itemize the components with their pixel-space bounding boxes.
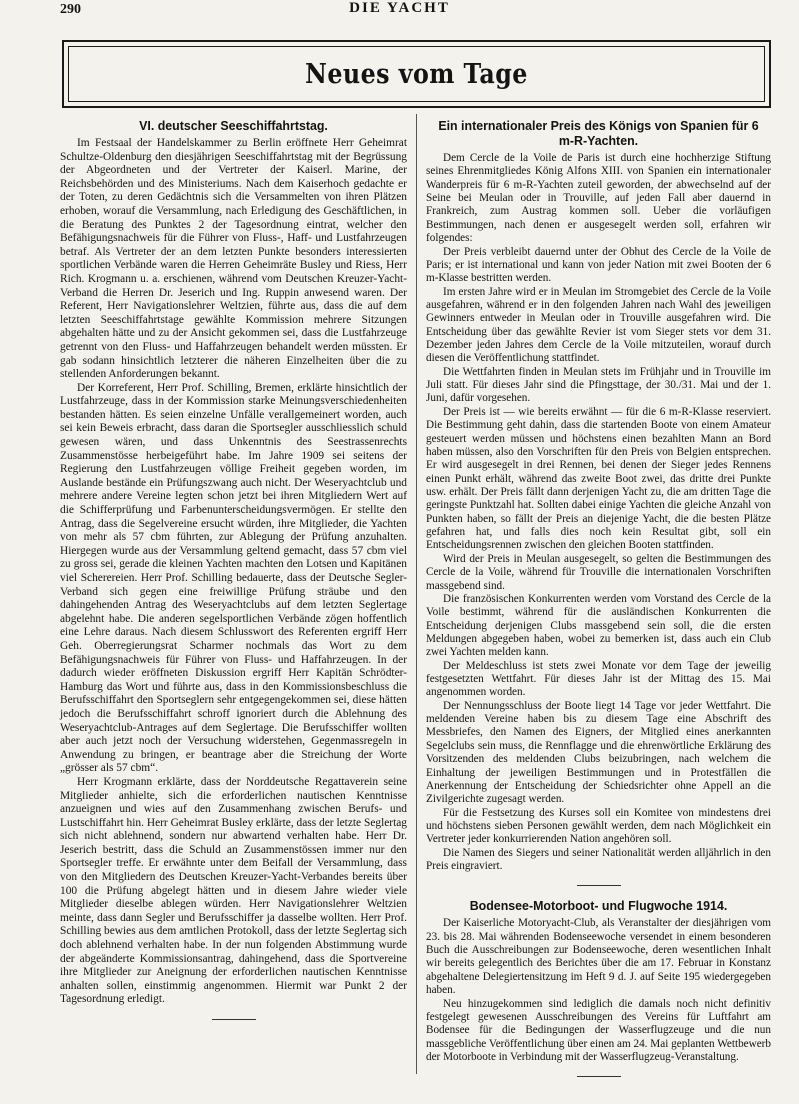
article-paragraph: Der Kaiserliche Motoryacht-Club, als Veranstalter der diesjährigen vom 23. bis 28. Mai währenden Bodenseewoche versendet in einem besonderen Buch die Ausschreibungen zur Bodenseewoche, deren wesentlichen Inhalt wir bereits gelegentlich des Berichtes über die am 17. Februar in Konstanz abgehaltene Delegiertensitzung im Heft 9 d. J. auf Seite 195 wiedergegeben haben. (426, 917, 771, 997)
article-paragraph: Wird der Preis in Meulan ausgesegelt, so gelten die Bestimmungen des Cercle de la Voile, während für Trouville die internationalen Vorschriften massgebend sind. (426, 552, 771, 592)
article-paragraph: Neu hinzugekommen sind lediglich die damals noch nicht definitiv festgelegt gewesenen Ausschreibungen des Vereins für Luftfahrt am Bodensee für die Bedingungen der Wasserflugzeuge und die nun massgebliche Veröffentlichung über einen am 24. Mai geplanten Wettbewerb der Motorboote in Verbindung mit der Wasserflugzeug-Veranstaltung. (426, 997, 771, 1063)
article-paragraph: Für die Festsetzung des Kurses soll ein Komitee von mindestens drei und höchstens sieben Personen gewählt werden, dem nach Möglichkeit ein Vertreter jeder konkurrierenden Nation angehören soll. (426, 806, 771, 846)
article-paragraph: Die Namen des Siegers und seiner Nationalität werden alljährlich in den Preis eingraviert. (426, 846, 771, 873)
section-masthead-frame (68, 46, 765, 102)
article-paragraph: Der Korreferent, Herr Prof. Schilling, Bremen, erklärte hinsichtlich der Lustfahrzeuge, dass in der Kommission starke Meinungsverschiedenheiten bestanden hätten. Es seien einzelne Unfälle verallgemeinert worden, auch sei kein Beweis erbracht, dass daran die Sportsegler ausschliesslich schuld gewesen wären, und dass Unkenntnis des Seestrassenrechts Zusammenstösse herbeigeführt habe. Im Jahre 1909 sei seitens der Regierung den Lustfahrzeugen völlige Freiheit gegeben worden, im Auslande bestände ein Prüfungszwang auch nicht. Der Weseryachtclub und mehrere andere Vereine legten schon jetzt bei ihren Mitgliedern Wert auf die Schifferprüfung und Farbenunterscheidungsvermögen. Er stellte den Antrag, dass die Segelvereine ersucht würden, ihre Mitglieder, die Yachten von mehr als 57 cbm führten, zur Ablegung der Prüfung anzuhalten. Hiergegen wurde aus der Versammlung geltend gemacht, dass 57 cbm viel zu gross sei, gerade die kleinen Yachten machten den Lotsen und Kapitänen viel Scherereien. Herr Prof. Schilling bedauerte, dass der Deutsche Segler-Verband sich gegen eine freiwillige Prüfung sträube und den dahingehenden Antrag des Weseryachtclubs auf dem letzten Seglertage abgelehnt habe. Die anderen segelsportlichen Verbände zögen hoffentlich eine Lehre daraus. Nach diesem Schlusswort des Referenten ergriff Herr Geh. Oberregierungsrat Scharmer nochmals das Wort zu dem Befähigungsnachweis für Führer von Fluss- und Haffahrzeugen. In der dadurch wieder eröffneten Diskussion ergriff Herr Kapitän Schrödter-Hamburg das Wort und führte aus, dass in den Kommissionsbeschluss die Berufsschiffahrt den Sportseglern sehr entgegengekommen sei, diese hätten jedoch die Berufsschiffahrt schroff ignoriert durch die Ablehnung des Weseryachtclub-Antrages auf dem Seglertage. Die Berufsschiffer wollten aber auch jetzt noch der Versuchung widerstehen, Gegenmassregeln in Anwendung zu bringen, er beantrage aber die Streichung der Worte „grösser als 57 cbm“. (60, 381, 407, 775)
column-rule (416, 114, 417, 1074)
article-title: Ein internationaler Preis des Königs von Spanien für 6 m-R-Yachten. (438, 118, 759, 148)
article-separator (577, 885, 621, 886)
article-paragraph: Herr Krogmann erklärte, dass der Norddeutsche Regattaverein seine Mitglieder anhielte, sich die erforderlichen nautischen Kenntnisse anzueignen und wies auf den Zusammenhang zwischen Berufs- und Lustschiffahrt hin. Herr Geheimrat Busley erklärte, dass der letzte Seglertag sich nicht ablehnend, sondern nur abwartend verhalten habe. Herr Dr. Jeserich bestritt, dass die Schuld an Zusammenstössen immer nur den Sportsegler treffe. Er erwähnte unter dem Beifall der Versammlung, dass von den Mitgliedern des Deutschen Kreuzer-Yacht-Verbandes bereits über 100 die Prüfung abgelegt hätten und in diesem Jahre wieder viele Mitglieder dieselbe ablegen würden. Herr Navigationslehrer Weltzien meinte, dass dann Segler und Berufsschiffer ja dasselbe wollten. Herr Prof. Schilling bewies aus dem amtlichen Protokoll, dass der letzte Seglertag sich doch ablehnend verhalten habe. In der nun folgenden Abstimmung wurde der abgeänderte Kommissionsantrag, dahingehend, dass die Sportvereine ihre Mitglieder zur Aneignung der erforderlichen nautischen Kenntnisse anhalten sollen, einstimmig angenommen. Hiermit war Punkt 2 der Tagesordnung erledigt. (60, 775, 407, 1006)
section-masthead (62, 40, 771, 108)
article-paragraph: Im Festsaal der Handelskammer zu Berlin eröffnete Herr Geheimrat Schultze-Oldenburg den diesjährigen Seeschiffahrtstag mit der Begrüssung der Abgeordneten und der Vertreter der Kaiserl. Marine, der Reichsbehörden und des Ministeriums. Nach dem Kaiserhoch gedachte er der Toten, zu deren Gedächtnis sich die Versammelten von ihren Plätzen erhoben, worauf die Versammlung, nach Erledigung des Geschäftlichen, in die Beratung des Punktes 2 der Tagesordnung eintrat, welcher den Befähigungsnachweis für die Führer von Fluss-, Haff- und Lustfahrzeugen betraf. Als Vertreter der an dem letzten Punkte besonders interessierten sportlichen Verbände waren die Herren Geheimräte Busley und Riess, Herr Rich. Krogmann u. a. erschienen, während vom Deutschen Kreuzer-Yacht-Verband die Herren Dr. Jeserich und Ing. Ruppin anwesend waren. Der Referent, Herr Navigationslehrer Weltzien, führte aus, dass die auf dem letzten Seeschiffahrtstage gewählte Kommission mehrere Sitzungen abgehalten hätte und zu der Ansicht gekommen sei, dass die Lustfahrzeuge getrennt von den Fluss- und Haffahrzeugen behandelt werden müssten. Er gab sodann hinsichtlich letzterer die näheren Einzelheiten über die zu stellenden Anforderungen bekannt. (60, 137, 407, 381)
article-paragraph: Der Nennungsschluss der Boote liegt 14 Tage vor jeder Wettfahrt. Die meldenden Vereine haben bis zu diesem Tage eine Abschrift des Messbriefes, den Namen des Eigners, der Mitglied eines anerkannten Segelclubs sein muss, die Rennflagge und die ehrenwörtliche Erklärung des Vorsitzenden des meldenden Clubs beizubringen, nach welchem die Einhaltung der jeweiligen Bestimmungen und in Protestfällen die Anerkennung der Entscheidung der Schiedsrichter ohne Appell an die Zivilgerichte zugesagt werden. (426, 699, 771, 806)
article-paragraph: Dem Cercle de la Voile de Paris ist durch eine hochherzige Stiftung seines Ehrenmitgliedes König Alfons XIII. von Spanien ein internationaler Wanderpreis für 6 m-R-Yachten zuteil geworden, der abwechselnd auf der Seine bei Meulan oder in Trouville, auf jeden Fall aber dauernd in Frankreich, zum Austrag kommen soll. Ueber die vorläufigen Bestimmungen, nach denen er ausgesegelt werden soll, erfahren wir folgendes: (426, 152, 771, 245)
running-head: DIE YACHT (349, 0, 450, 16)
article-paragraph: Der Preis verbleibt dauernd unter der Obhut des Cercle de la Voile de Paris; er ist international und kann von jeder Nation mit zwei Booten der 6 m-Klasse bestritten werden. (426, 245, 771, 285)
end-separator (577, 1076, 621, 1077)
article-title: Bodensee-Motorboot- und Flugwoche 1914. (469, 898, 728, 914)
article-paragraph: Der Meldeschluss ist stets zwei Monate vor dem Tage der jeweilig festgesetzten Wettfahrt. Für dieses Jahr ist der Mittag des 15. Mai angenommen worden. (426, 659, 771, 699)
article-paragraph: Die französischen Konkurrenten werden vom Vorstand des Cercle de la Voile bestimmt, während für die ausländischen Konkurrenten die Entscheidung derjenigen Clubs massgebend sein soll, die die ersten Meldungen abgegeben haben, wobei zu bemerken ist, dass auch ein Club zwei Yachten melden kann. (426, 592, 771, 659)
article-paragraph: Im ersten Jahre wird er in Meulan im Stromgebiet des Cercle de la Voile ausgefahren, während er in den folgenden Jahren nach Wahl des jeweiligen Gewinners entweder in Meulan oder in Trouville ausgefahren wird. Die Entscheidung über das gewählte Revier ist vom Sieger stets vor dem 31. Dezember jeden Jahres dem Cercle de la Voile mitzuteilen, worauf durch diesen die Veröffentlichung stattfindet. (426, 285, 771, 365)
page-number: 290 (60, 2, 81, 17)
left-column (60, 118, 407, 1032)
article-paragraph: Der Preis ist — wie bereits erwähnt — für die 6 m-R-Klasse reserviert. Die Bestimmung geht dahin, dass die startenden Boote von einem Amateur gesteuert werden müssen und höchstens einen bezahlten Mann an Bord haben müssen, also den Vorschriften für den Preis von Belgien entsprechen. Er wird ausgesegelt in drei Rennen, bei denen der Sieger jedes Rennens einen Punkt erhält, während das zweite Boot zwei, das dritte drei Punkte usw. erhält. Der Preis fällt dann derjenigen Yacht zu, die am dritten Tage die geringste Punktzahl hat. Sollten dabei einige Yachten die gleiche Anzahl von Punkten haben, so fällt der Preis an diejenige Yacht, die die besten Plätze gefahren hat, und falls dies noch kein Resultat gibt, soll ein Entscheidungsrennen zwischen den gleichen Booten stattfinden. (426, 405, 771, 552)
article-paragraph: Die Wettfahrten finden in Meulan stets im Frühjahr und in Trouville im Juli statt. Für dieses Jahr sind die Pfingsttage, der 30./31. Mai und der 1. Juni, dafür vorgesehen. (426, 365, 771, 405)
right-column (426, 118, 771, 1089)
section-title: Neues vom Tage (305, 58, 528, 90)
end-separator (212, 1019, 256, 1020)
article-title: VI. deutscher Seeschiffahrtstag. (139, 118, 328, 133)
